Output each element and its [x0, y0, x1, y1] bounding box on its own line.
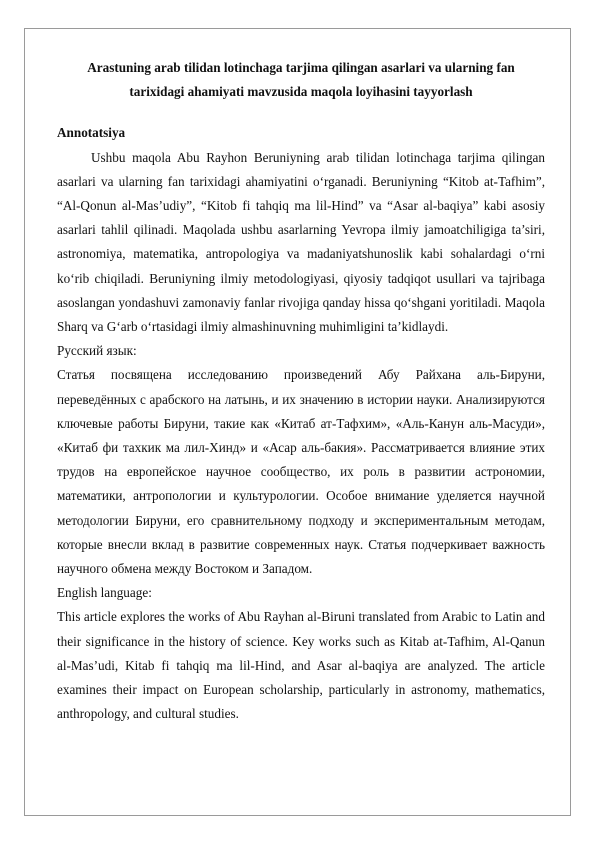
uzbek-abstract: Ushbu maqola Abu Rayhon Beruniyning arab tilidan lotinchaga tarjima qilingan asarlari va ularning fan tarixidagi ahamiyatini o‘rganadi. Beruniyning “Kitob at-Tafhim”, “Al-Qonun al-Mas’udiy”, “Kitob fi tahqiq ma lil-Hind” va “Asar al-baqiya” kabi asosiy asarlari tahlil qilinadi. Maqolada ushbu asarlarning Yevropa ilmiy jamoatchiligiga ta’siri, astronomiya, matematika, antropologiya va madaniyatshunoslik kabi sohalardagi o‘rni ko‘rib chiqiladi. Beruniyning ilmiy metodologiyasi, qiyosiy tadqiqot usullari va tajribaga asoslangan yondashuvi zamonaviy fanlar rivojiga qanday hissa qo‘shgani yoritiladi. Maqola Sharq va G‘arb o‘rtasidagi ilmiy almashinuvning muhimligini ta’kidlaydi.: [57, 149, 545, 335]
english-label: English language:: [57, 585, 152, 601]
annotation-heading: Annotatsiya: [57, 125, 126, 141]
russian-label: Русский язык:: [57, 343, 137, 359]
english-abstract: This article explores the works of Abu Rayhan al-Biruni translated from Arabic to Latin and their significance in the history of science. Key works such as Kitab at-Tafhim, Al-Qanun al-Mas’udi, Kitab fi tahqiq ma lil-Hind, and Asar al-baqiya are analyzed. The article examines their impact on European scholarship, particularly in astronomy, mathematics, anthropology, and cultural studies.: [57, 609, 545, 722]
title-line-1: Arastuning arab tilidan lotinchaga tarjima qilingan asarlari va ularning fan: [87, 60, 515, 75]
document-title: [57, 56, 545, 104]
title-line-2: tarixidagi ahamiyati mavzusida maqola loyihasini tayyorlash: [129, 84, 473, 100]
russian-abstract: Статья посвящена исследованию произведений Абу Райхана аль-Бируни, переведённых с арабского на латынь, и их значению в истории науки. Анализируются ключевые работы Бируни, такие как «Китаб ат-Тафхим», «Аль-Канун аль-Масуди», «Китаб фи тахкик ма лил-Хинд» и «Асар аль-бакия». Рассматривается влияние этих трудов на европейское научное сообщество, их роль в развитии астрономии, математики, антропологии и культурологии. Особое внимание уделяется научной методологии Бируни, его сравнительному подходу и экспериментальным методам, которые внесли вклад в развитие современных наук. Статья подчеркивает важность научного обмена между Востоком и Западом.: [57, 367, 545, 577]
document-body: [57, 56, 545, 726]
